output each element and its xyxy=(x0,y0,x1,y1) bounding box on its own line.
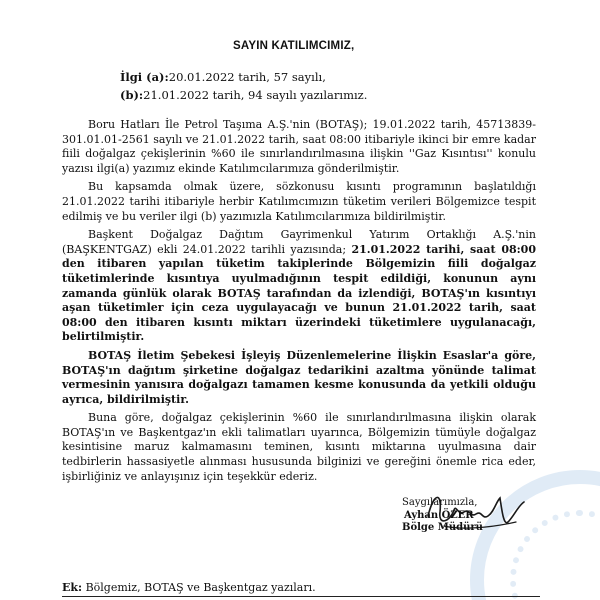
paragraph-5: Buna göre, doğalgaz çekişlerinin %60 ile sınırlandırılmasına ilişkin olarak BOTAŞ'ın ve Başkentgaz'ın ekli talimatları uyarınca, Bölgemizin tümüyle doğalgaz kesintisine maruz kalmamasını teminen, kısıntı miktarına uyulmasına dair tedbirlerin hassasiyetle alınması hususunda bilginizi ve gereğini önemle rica eder, işbirliğiniz ve anlayışınız için teşekkür ederiz. xyxy=(62,411,536,483)
salutation-heading: SAYIN KATILIMCIMIZ, xyxy=(233,40,355,52)
attachment-label: Ek: xyxy=(62,581,83,594)
reference-a-text: 20.01.2022 tarih, 57 sayılı, xyxy=(168,70,326,84)
signer-name: Ayhan ÖZER xyxy=(404,509,474,521)
reference-a xyxy=(120,70,326,84)
signature-block xyxy=(380,497,530,535)
paragraph-1: Boru Hatları İle Petrol Taşıma A.Ş.'nin (BOTAŞ); 19.01.2022 tarih, 45713839-301.01.01-2561 sayılı ve 21.01.2022 tarih, saat 08:00 itibariyle ikinci bir emre kadar fiili doğalgaz çekişlerinin %60 ile sınırlandırılmasına ilişkin ''Gaz Kısıntısı'' konulu yazısı ilgi(a) yazımız ekinde Katılımcılarımıza gönderilmiştir. xyxy=(62,118,536,175)
paragraph-3-intro: Başkent Doğalgaz Dağıtım Gayrimenkul Yatırım Ortaklığı A.Ş.'nin (BAŞKENTGAZ) ekli 24.01.2022 tarihli yazısında; xyxy=(62,228,536,256)
paragraph-3-emphasis: 21.01.2022 tarihi, saat 08:00 den itibaren yapılan tüketim takiplerinde Bölgemizin fiili doğalgaz tüketimlerinde kısıntıya uyulmadığının tespit edildiği, konunun aynı zamanda günlük olarak BOTAŞ tarafından da izlendiği, BOTAŞ'ın kısıntıyı aşan tüketimler için ceza uygulayacağı ve bunun 21.01.2022 tarih, saat 08:00 den itibaren kısıntı miktarı üzerindeki tüketimlere uygulanacağı, belirtilmiştir. xyxy=(62,242,536,344)
paragraph-2: Bu kapsamda olmak üzere, sözkonusu kısıntı programının başlatıldığı 21.01.2022 tarihi itibariyle herbir Katılımcımızın tüketim verileri Bölgemizce tespit edilmiş ve bu veriler ilgi (b) yazımızla Katılımcılarımıza bildirilmiştir. xyxy=(62,180,536,223)
paragraph-4-emphasis: BOTAŞ İletim Şebekesi İşleyiş Düzenlemelerine İlişkin Esaslar'a göre, BOTAŞ'ın dağıtım şirketine doğalgaz tedarikini azaltma yönünde talimat vermesinin yanısıra doğalgazı tamamen kesme konusunda da yetkili olduğu ayrıca, bildirilmiştir. xyxy=(62,348,536,406)
paragraph-4 xyxy=(62,349,536,407)
attachment-text: Bölgemiz, BOTAŞ ve Başkentgaz yazıları. xyxy=(82,581,316,594)
reference-b xyxy=(120,88,367,102)
closing-text: Saygılarımızla, xyxy=(402,497,478,508)
reference-a-label: İlgi (a): xyxy=(120,70,169,84)
reference-b-text: 21.01.2022 tarih, 94 sayılı yazılarımız. xyxy=(143,88,368,102)
reference-b-label: (b): xyxy=(120,88,144,102)
signer-title: Bölge Müdürü xyxy=(402,522,483,533)
footer-divider xyxy=(62,596,540,597)
letter-body xyxy=(62,118,536,484)
paragraph-3 xyxy=(62,228,536,345)
attachment-line xyxy=(62,581,316,594)
